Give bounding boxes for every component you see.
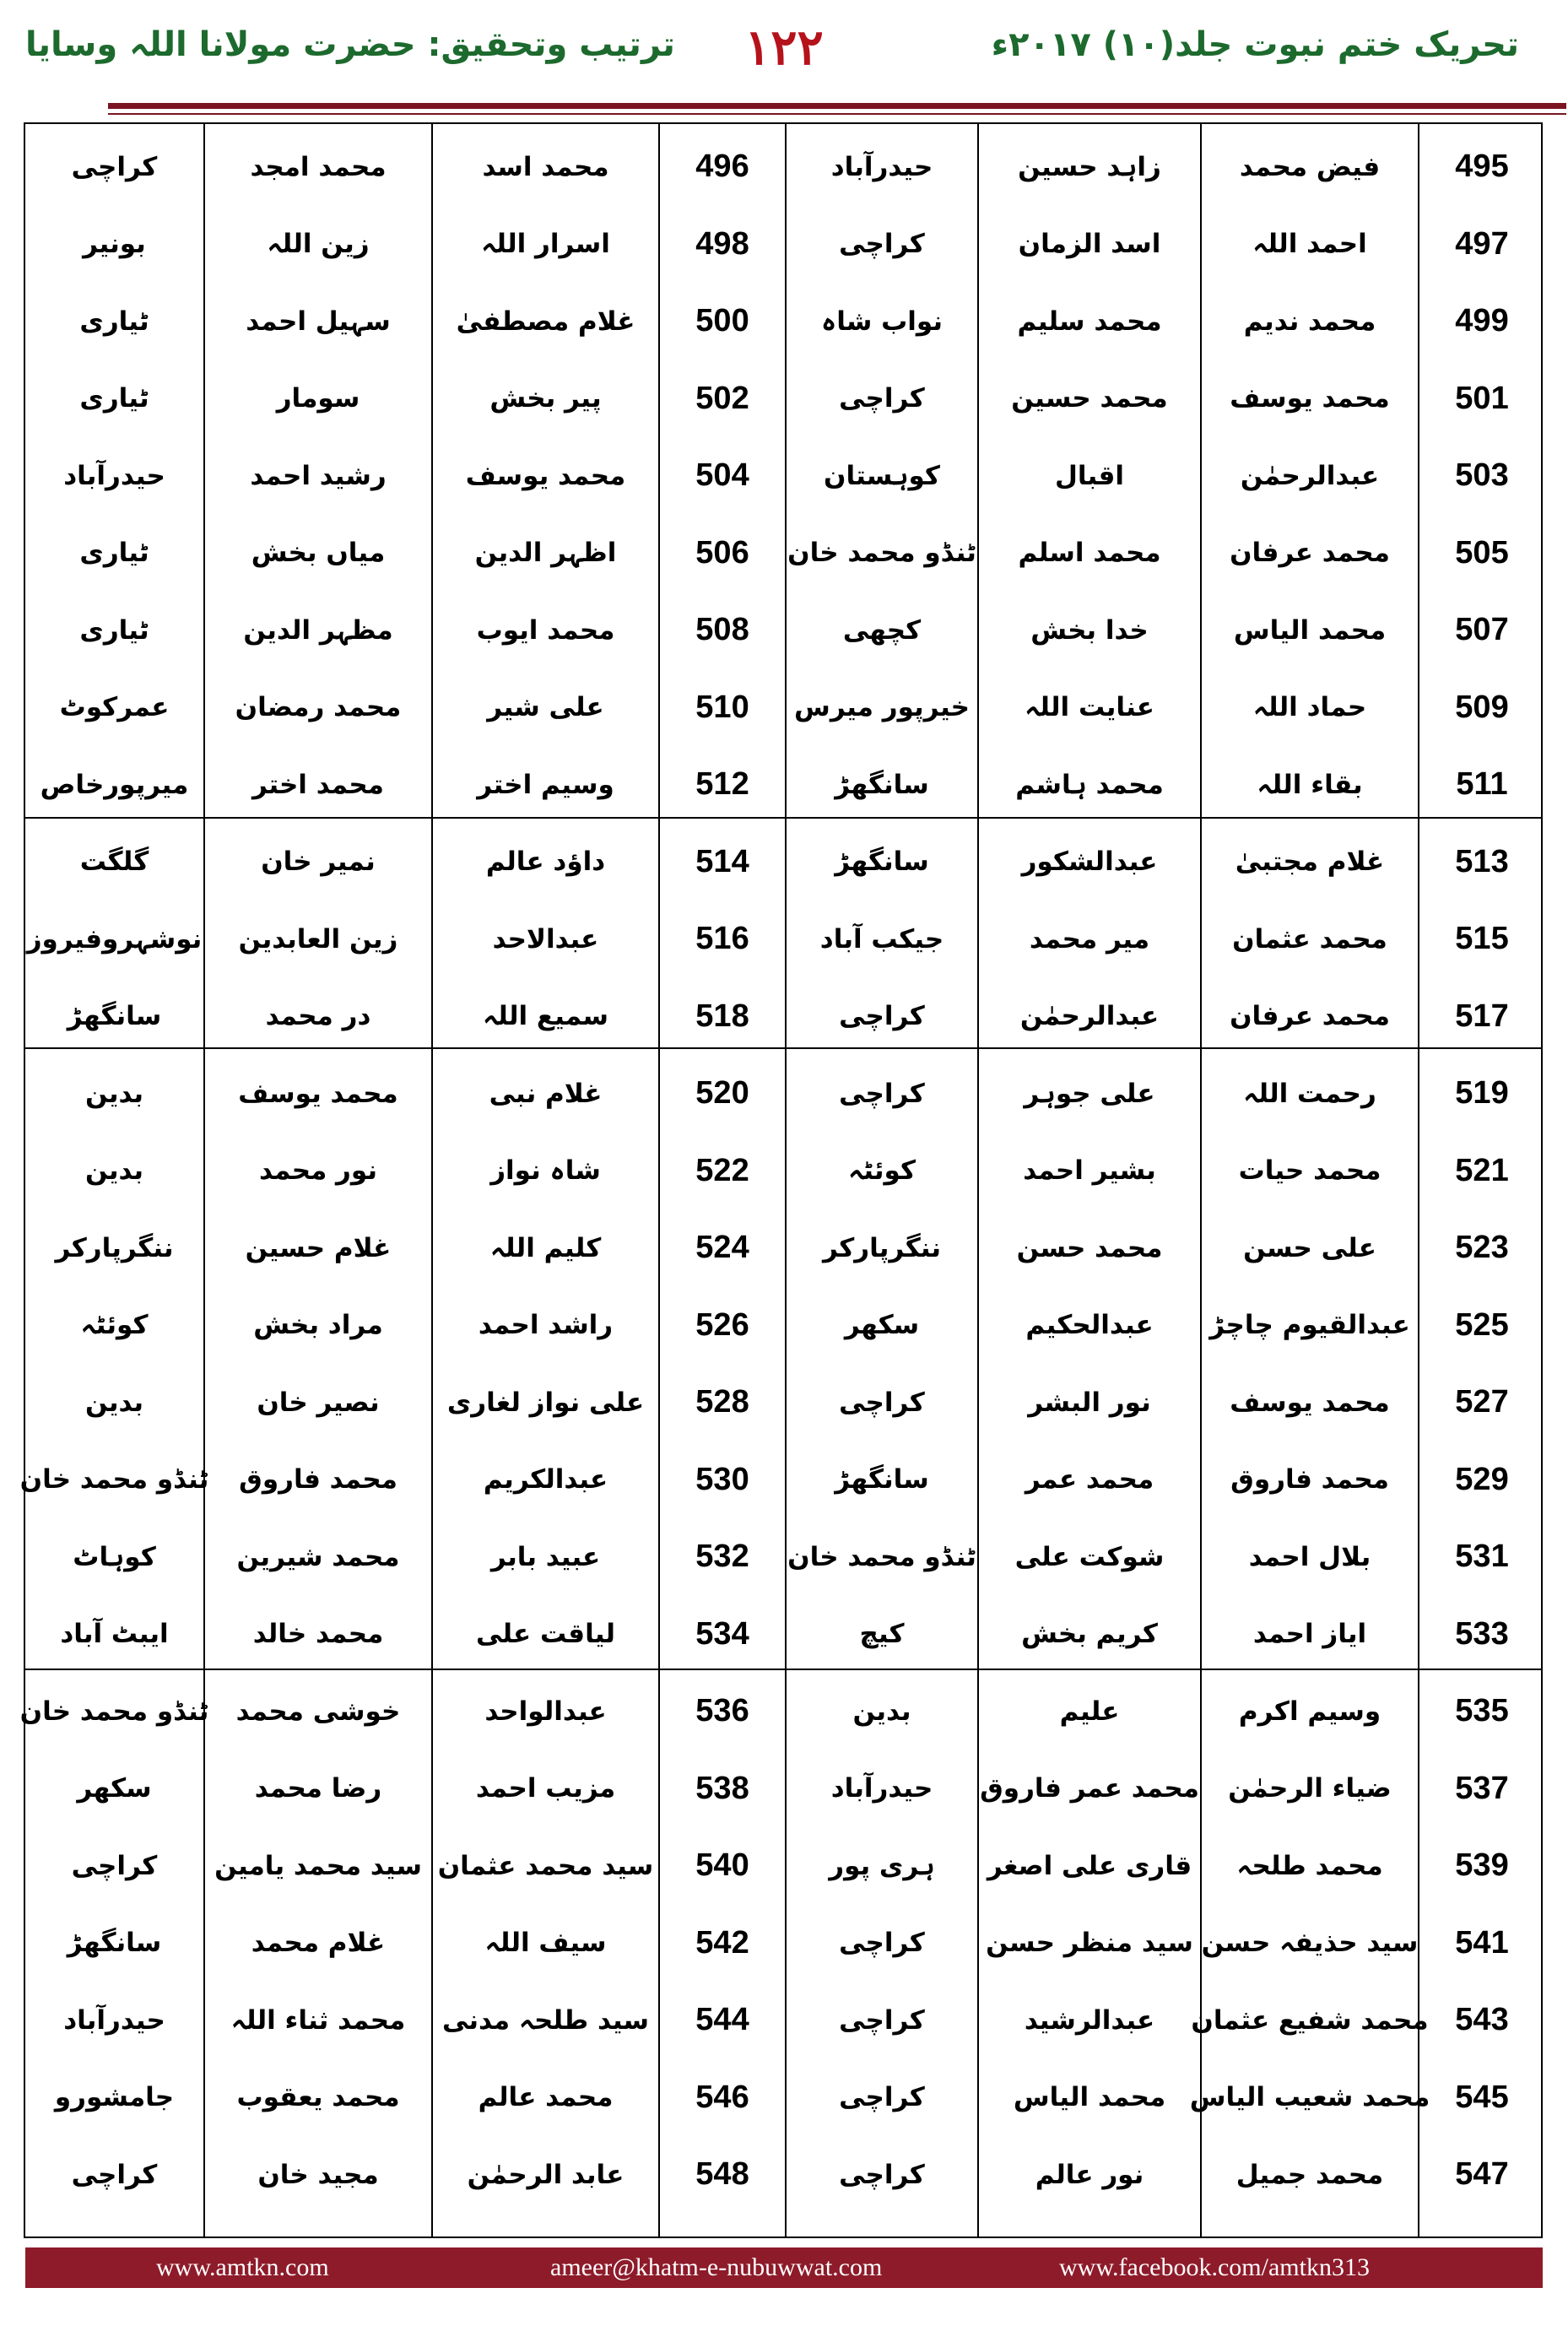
serial-number: 507 — [1455, 612, 1509, 648]
header-rule-thin — [108, 113, 1566, 115]
email-link[interactable]: ameer@khatm-e-nubuwwat.com — [550, 2253, 883, 2281]
person-name: محمد شفیع عثمان — [1191, 2004, 1429, 2036]
city-name: جیکب آباد — [819, 923, 944, 955]
names-table — [19, 122, 1543, 2238]
father-name: رشید احمد — [250, 460, 387, 491]
serial-number: 495 — [1455, 149, 1509, 185]
father-name: سومار — [276, 383, 360, 414]
father-name: محمد اسلم — [1018, 538, 1161, 569]
serial-number: 528 — [695, 1384, 749, 1420]
table-row — [19, 1673, 1544, 1750]
person-name: لیاقت علی — [475, 1619, 616, 1650]
city-name: کوہاٹ — [73, 1541, 156, 1572]
table-top-border — [25, 122, 1541, 124]
city-name: خیرپور میرس — [794, 692, 970, 723]
serial-number: 521 — [1455, 1152, 1509, 1188]
table-row — [25, 1750, 1544, 1828]
serial-number: 535 — [1455, 1693, 1509, 1729]
serial-number: 499 — [1455, 303, 1509, 339]
person-name: علی نواز لغاری — [446, 1387, 645, 1418]
father-name: زین اللہ — [267, 229, 370, 260]
city-name: ٹنڈو محمد خان — [19, 1696, 209, 1727]
father-name: محمد شیرین — [236, 1541, 400, 1572]
person-name: محمد فاروق — [1230, 1464, 1389, 1496]
city-name: ٹنڈو محمد خان — [19, 1464, 209, 1496]
person-name: غلام نبی — [489, 1078, 603, 1109]
city-name: ننگرپارکر — [822, 1232, 942, 1263]
city-name: کراچی — [839, 1001, 925, 1032]
father-name: محمد حسین — [1011, 383, 1168, 414]
city-name: کراچی — [839, 2004, 925, 2036]
serial-number: 518 — [695, 998, 749, 1034]
footer-bar — [25, 2247, 1543, 2288]
serial-number: 524 — [695, 1230, 749, 1266]
serial-number: 542 — [695, 1924, 749, 1961]
serial-number: 526 — [695, 1306, 749, 1343]
person-name: راشد احمد — [478, 1310, 614, 1341]
serial-number: 541 — [1455, 1924, 1509, 1961]
father-name: عبدالحکیم — [1025, 1310, 1154, 1341]
facebook-link[interactable]: www.facebook.com/amtkn313 — [1059, 2253, 1370, 2281]
father-name: سہیل احمد — [246, 306, 391, 337]
serial-number: 502 — [695, 380, 749, 416]
city-name: سانگھڑ — [67, 1001, 162, 1032]
person-name: محمد یوسف — [465, 460, 626, 491]
person-name: حماد اللہ — [1252, 692, 1367, 723]
serial-number: 512 — [695, 766, 749, 803]
person-name: محمد عرفان — [1230, 1001, 1390, 1032]
father-name: مجید خان — [257, 2159, 379, 2190]
website-link[interactable]: www.amtkn.com — [156, 2253, 329, 2281]
person-name: اظہر الدین — [474, 538, 617, 569]
person-name: فیض محمد — [1239, 151, 1381, 182]
person-name: غلام مجتبیٰ — [1235, 846, 1385, 878]
person-name: سید طلحہ مدنی — [441, 2004, 650, 2036]
serial-number: 546 — [695, 2079, 749, 2115]
page-number: ۱۲۲ — [744, 19, 824, 76]
father-name: نور محمد — [259, 1155, 377, 1187]
city-name: گلگت — [79, 846, 149, 878]
city-name: کراچی — [71, 1850, 158, 1881]
father-name: علی جوہر — [1024, 1078, 1155, 1109]
table-row — [25, 1596, 1544, 1674]
father-name: مراد بخش — [253, 1310, 383, 1341]
city-name: کراچی — [839, 2082, 925, 2113]
father-name: سید منظر حسن — [986, 1928, 1193, 1959]
person-name: بقاء اللہ — [1257, 769, 1363, 800]
person-name: محمد عثمان — [1232, 923, 1387, 955]
person-name: وسیم اختر — [477, 769, 614, 800]
serial-number: 544 — [695, 2002, 749, 2038]
city-name: سانگھڑ — [835, 769, 929, 800]
person-name: سمیع اللہ — [483, 1001, 608, 1032]
city-name: نوشہروفیروز — [26, 923, 203, 955]
table-row — [25, 515, 1544, 592]
person-name: عبدالکریم — [483, 1464, 608, 1496]
table-row — [25, 1982, 1544, 2059]
serial-number: 503 — [1455, 457, 1509, 494]
father-name: محمد اختر — [252, 769, 384, 800]
serial-number: 536 — [695, 1693, 749, 1729]
table-bottom-border — [25, 2237, 1541, 2238]
table-row — [25, 1287, 1544, 1365]
person-name: عبدالواحد — [484, 1696, 607, 1727]
serial-number: 505 — [1455, 534, 1509, 571]
father-name: غلام حسین — [245, 1232, 392, 1263]
father-name: اقبال — [1054, 460, 1125, 491]
person-name: رحمت اللہ — [1243, 1078, 1376, 1109]
person-name: ایاز احمد — [1252, 1619, 1367, 1650]
serial-number: 508 — [695, 612, 749, 648]
city-name: ٹیاری — [79, 383, 149, 414]
father-name: خدا بخش — [1030, 614, 1149, 646]
city-name: بدین — [84, 1078, 144, 1109]
father-name: محمد خالد — [252, 1619, 384, 1650]
person-name: محمد جمیل — [1235, 2159, 1384, 2190]
father-name: محمد الیاس — [1013, 2082, 1166, 2113]
father-name: نور البشر — [1028, 1387, 1151, 1418]
table-row — [25, 592, 1544, 669]
table-row — [25, 978, 1544, 1056]
table-row — [25, 1209, 1544, 1287]
person-name: پیر بخش — [489, 383, 602, 414]
father-name: زین العابدین — [238, 923, 398, 955]
table-row — [25, 746, 1544, 824]
serial-number: 531 — [1455, 1539, 1509, 1575]
table-row — [19, 1441, 1544, 1519]
father-name: خوشی محمد — [235, 1696, 401, 1727]
table-row — [25, 2136, 1544, 2214]
person-name: سید حذیفہ حسن — [1201, 1928, 1419, 1959]
serial-number: 537 — [1455, 1770, 1509, 1806]
father-name: محمد رمضان — [235, 692, 402, 723]
serial-number: 529 — [1455, 1461, 1509, 1497]
city-name: حیدرآباد — [830, 151, 933, 182]
city-name: ٹیاری — [79, 614, 149, 646]
father-name: در محمد — [265, 1001, 371, 1032]
table-row — [25, 824, 1544, 901]
city-name: کراچی — [839, 2159, 925, 2190]
person-name: محمد حیات — [1238, 1155, 1381, 1187]
city-name: ٹیاری — [79, 306, 149, 337]
serial-number: 515 — [1455, 921, 1509, 957]
serial-number: 510 — [695, 689, 749, 725]
city-name: حیدرآباد — [63, 2004, 165, 2036]
city-name: ٹنڈو محمد خان — [787, 538, 976, 569]
person-name: احمد اللہ — [1252, 229, 1367, 260]
table-row — [25, 206, 1544, 284]
serial-number: 496 — [695, 149, 749, 185]
serial-number: 519 — [1455, 1075, 1509, 1112]
father-name: محمد عمر فاروق — [980, 1773, 1199, 1804]
serial-number: 497 — [1455, 225, 1509, 262]
serial-number: 543 — [1455, 2002, 1509, 2038]
person-name: غلام مصطفیٰ — [456, 306, 635, 337]
city-name: کراچی — [839, 1928, 925, 1959]
table-row — [25, 128, 1544, 206]
serial-number: 548 — [695, 2156, 749, 2193]
city-name: حیدرآباد — [63, 460, 165, 491]
city-name: بدین — [84, 1387, 144, 1418]
city-name: کیچ — [859, 1619, 905, 1650]
person-name: علی شیر — [487, 692, 604, 723]
city-name: سکھر — [77, 1773, 152, 1804]
compiler-credit: ترتیب وتحقیق: حضرت مولانا اللہ وسایا — [25, 25, 675, 64]
father-name: محمد یوسف — [238, 1078, 398, 1109]
father-name: عبدالشکور — [1021, 846, 1158, 878]
city-name: ایبٹ آباد — [60, 1619, 169, 1650]
person-name: داؤد عالم — [485, 846, 606, 878]
table-row — [25, 437, 1544, 515]
city-name: کوئٹہ — [80, 1310, 149, 1341]
city-name: کراچی — [839, 383, 925, 414]
city-name: سانگھڑ — [67, 1928, 162, 1959]
city-name: کوہستان — [824, 460, 940, 491]
serial-number: 509 — [1455, 689, 1509, 725]
city-name: بونیر — [83, 229, 146, 260]
father-name: قاری علی اصغر — [987, 1850, 1192, 1881]
serial-number: 532 — [695, 1539, 749, 1575]
father-name: محمد فاروق — [239, 1464, 397, 1496]
serial-number: 527 — [1455, 1384, 1509, 1420]
father-name: سید محمد یامین — [214, 1850, 422, 1881]
city-name: ٹیاری — [79, 538, 149, 569]
serial-number: 540 — [695, 1847, 749, 1884]
table-row — [25, 1827, 1544, 1905]
city-name: عمرکوٹ — [59, 692, 170, 723]
father-name: عنایت اللہ — [1025, 692, 1154, 723]
city-name: میرپورخاص — [40, 769, 189, 800]
person-name: عابد الرحمٰن — [467, 2159, 624, 2190]
father-name: محمد حسن — [1016, 1232, 1163, 1263]
city-name: ہری پور — [829, 1850, 935, 1881]
father-name: زاہد حسین — [1018, 151, 1161, 182]
person-name: محمد ایوب — [476, 614, 615, 646]
city-name: کراچی — [71, 2159, 158, 2190]
table-row — [25, 669, 1544, 747]
city-name: سانگھڑ — [835, 846, 929, 878]
serial-number: 523 — [1455, 1230, 1509, 1266]
serial-number: 501 — [1455, 380, 1509, 416]
father-name: محمد ثناء اللہ — [230, 2004, 406, 2036]
person-name: محمد شعیب الیاس — [1189, 2082, 1430, 2113]
city-name: سکھر — [844, 1310, 920, 1341]
person-name: عبید بابر — [490, 1541, 601, 1572]
person-name: کلیم اللہ — [489, 1232, 602, 1263]
table-row — [25, 1518, 1544, 1596]
city-name: بدین — [852, 1696, 911, 1727]
person-name: اسرار اللہ — [481, 229, 610, 260]
serial-number: 538 — [695, 1770, 749, 1806]
table-row — [25, 1055, 1544, 1133]
city-name: کراچی — [839, 1387, 925, 1418]
person-name: سید محمد عثمان — [437, 1850, 654, 1881]
person-name: عبدالرحمٰن — [1240, 460, 1380, 491]
person-name: بلال احمد — [1248, 1541, 1371, 1572]
serial-number: 522 — [695, 1152, 749, 1188]
person-name: ضیاء الرحمٰن — [1228, 1773, 1392, 1804]
person-name: محمد عالم — [478, 2082, 614, 2113]
serial-number: 504 — [695, 457, 749, 494]
person-name: محمد یوسف — [1230, 1387, 1390, 1418]
table-row — [25, 283, 1544, 360]
person-name: علی حسن — [1243, 1232, 1376, 1263]
serial-number: 539 — [1455, 1847, 1509, 1884]
father-name: محمد یعقوب — [236, 2082, 400, 2113]
person-name: محمد الیاس — [1233, 614, 1387, 646]
person-name: محمد اسد — [482, 151, 609, 182]
serial-number: 511 — [1456, 766, 1508, 803]
serial-number: 516 — [695, 921, 749, 957]
father-name: میر محمد — [1029, 923, 1150, 955]
serial-number: 525 — [1455, 1306, 1509, 1343]
table-row — [25, 2059, 1544, 2137]
table-row — [25, 360, 1544, 438]
father-name: محمد عمر — [1025, 1464, 1154, 1496]
serial-number: 498 — [695, 225, 749, 262]
serial-number: 513 — [1455, 843, 1509, 879]
father-name: محمد سلیم — [1017, 306, 1162, 337]
father-name: محمد امجد — [250, 151, 387, 182]
father-name: رضا محمد — [254, 1773, 382, 1804]
father-name: عبدالرشید — [1024, 2004, 1155, 2036]
person-name: محمد یوسف — [1230, 383, 1390, 414]
father-name: علیم — [1059, 1696, 1120, 1727]
person-name: محمد ندیم — [1243, 306, 1376, 337]
city-name: بدین — [84, 1155, 144, 1187]
serial-number: 533 — [1455, 1615, 1509, 1652]
person-name: عبدالاحد — [492, 923, 599, 955]
father-name: عبدالرحمٰن — [1019, 1001, 1160, 1032]
serial-number: 545 — [1455, 2079, 1509, 2115]
table-row — [25, 1905, 1544, 1982]
father-name: بشیر احمد — [1023, 1155, 1156, 1187]
header-rule-thick — [108, 103, 1566, 109]
city-name: حیدرآباد — [830, 1773, 933, 1804]
person-name: محمد طلحہ — [1236, 1850, 1383, 1881]
father-name: محمد ہاشم — [1015, 769, 1164, 800]
serial-number: 520 — [695, 1075, 749, 1112]
city-name: کوئٹہ — [848, 1155, 916, 1187]
city-name: سانگھڑ — [835, 1464, 929, 1496]
city-name: ٹنڈو محمد خان — [787, 1541, 976, 1572]
serial-number: 514 — [695, 843, 749, 879]
serial-number: 517 — [1455, 998, 1509, 1034]
serial-number: 506 — [695, 534, 749, 571]
table-row — [25, 1133, 1544, 1210]
person-name: شاہ نواز — [490, 1155, 601, 1187]
father-name: غلام محمد — [251, 1928, 386, 1959]
city-name: کچھی — [842, 614, 922, 646]
serial-number: 534 — [695, 1615, 749, 1652]
person-name: وسیم اکرم — [1238, 1696, 1381, 1727]
father-name: مظہر الدین — [243, 614, 393, 646]
serial-number: 530 — [695, 1461, 749, 1497]
person-name: مزیب احمد — [475, 1773, 616, 1804]
city-name: کراچی — [71, 151, 158, 182]
serial-number: 500 — [695, 303, 749, 339]
city-name: ننگرپارکر — [55, 1232, 174, 1263]
father-name: میاں بخش — [251, 538, 386, 569]
table-row — [25, 901, 1544, 978]
person-name: سیف اللہ — [484, 1928, 607, 1959]
father-name: نمیر خان — [261, 846, 376, 878]
serial-number: 547 — [1455, 2156, 1509, 2193]
book-title: تحریک ختم نبوت جلد(۱۰) ۲۰۱۷ء — [991, 25, 1519, 64]
city-name: کراچی — [839, 229, 925, 260]
city-name: کراچی — [839, 1078, 925, 1109]
father-name: اسد الزمان — [1018, 229, 1161, 260]
father-name: شوکت علی — [1014, 1541, 1165, 1572]
city-name: جامشورو — [54, 2082, 175, 2113]
person-name: عبدالقیوم چاچڑ — [1209, 1310, 1410, 1341]
city-name: نواب شاہ — [821, 306, 943, 337]
table-row — [25, 1364, 1544, 1441]
person-name: محمد عرفان — [1230, 538, 1390, 569]
father-name: نور عالم — [1035, 2159, 1144, 2190]
father-name: کریم بخش — [1021, 1619, 1158, 1650]
father-name: نصیر خان — [257, 1387, 380, 1418]
